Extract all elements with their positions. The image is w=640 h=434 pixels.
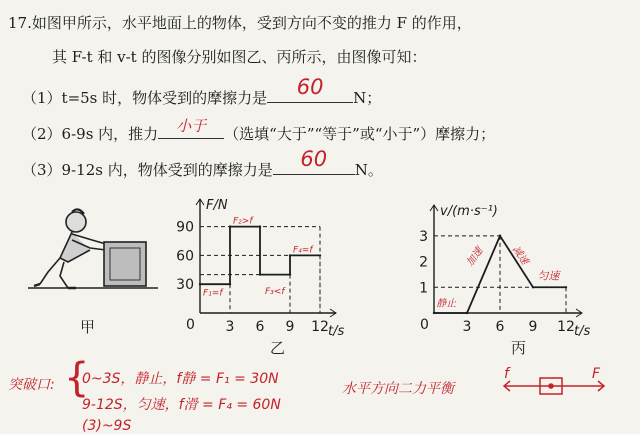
data-point bbox=[565, 286, 567, 288]
answer-blank-1 bbox=[267, 75, 353, 103]
handwritten-annotation: 减速 bbox=[509, 244, 531, 267]
figure-caption: 乙 bbox=[270, 339, 286, 355]
x-tick-label: 3 bbox=[225, 319, 235, 335]
item-1 bbox=[22, 75, 382, 108]
data-point bbox=[289, 273, 291, 275]
data-point bbox=[466, 312, 468, 314]
data-point bbox=[259, 225, 261, 227]
handwritten-answer: 小于 bbox=[176, 117, 207, 135]
question-intro-1: 如图甲所示，水平地面上的物体，受到方向不变的推力 F 的作用， bbox=[31, 14, 472, 32]
pushing-person-illustration bbox=[34, 209, 106, 288]
y-axis-label: v/(m·s⁻¹) bbox=[440, 204, 498, 219]
y-tick-label: 30 bbox=[176, 277, 194, 294]
x-tick-label: 9 bbox=[528, 319, 538, 335]
x-tick-label: 12 bbox=[557, 319, 575, 335]
force-diagram bbox=[496, 364, 616, 404]
question-number: 17. bbox=[8, 14, 32, 32]
notes-balance: 水平方向二力平衡 bbox=[342, 381, 454, 397]
force-F-label: F bbox=[592, 366, 601, 382]
figure-yi-ft-chart bbox=[170, 195, 360, 355]
force-point bbox=[549, 384, 553, 388]
data-point bbox=[289, 254, 291, 256]
handwritten-answer: 60 bbox=[296, 75, 324, 99]
y-tick-label: 2 bbox=[419, 254, 428, 271]
handwritten-annotation: 匀速 bbox=[537, 269, 560, 283]
data-point bbox=[229, 225, 231, 227]
origin-label: 0 bbox=[186, 317, 195, 333]
x-tick-label: 6 bbox=[495, 319, 505, 335]
figure-caption: 甲 bbox=[80, 318, 96, 336]
x-axis-label: t/s bbox=[574, 324, 591, 339]
handwritten-annotation: 静止 bbox=[436, 298, 457, 310]
figure-jia bbox=[20, 200, 170, 345]
data-point bbox=[229, 283, 231, 285]
x-axis-label: t/s bbox=[328, 324, 345, 339]
data-point bbox=[319, 254, 321, 256]
item-text-after: N。 bbox=[354, 161, 383, 179]
notes-label: 突破口: bbox=[8, 377, 55, 393]
x-tick-label: 6 bbox=[255, 319, 265, 335]
force-f-label: f bbox=[504, 366, 509, 382]
item-label: （2） bbox=[22, 125, 62, 143]
figure-bing-vt-chart bbox=[410, 195, 610, 355]
handwritten-annotation: F₄=f bbox=[293, 245, 313, 256]
figure-caption: 丙 bbox=[511, 339, 527, 355]
notes-line-3: (3)~9S bbox=[82, 418, 132, 434]
data-point bbox=[499, 235, 501, 237]
box-illustration bbox=[104, 242, 146, 286]
item-text: 6-9s 内，推力 bbox=[61, 125, 159, 143]
x-tick-label: 3 bbox=[462, 319, 472, 335]
notes-line-1: 0~3S，静止，f静 = F₁ = 30N bbox=[82, 371, 279, 387]
item-label: （3） bbox=[22, 161, 62, 179]
y-tick-label: 3 bbox=[419, 228, 428, 245]
answer-blank-3 bbox=[273, 147, 355, 175]
item-3 bbox=[22, 147, 383, 180]
y-tick-label: 90 bbox=[176, 219, 194, 236]
question-intro-2: 其 F-t 和 v-t 的图像分别如图乙、丙所示，由图像可知： bbox=[52, 48, 427, 66]
item-text-after: （选填“大于”“等于”或“小于”）摩擦力； bbox=[224, 125, 496, 143]
handwritten-annotation: F₃<f bbox=[265, 286, 285, 297]
item-2 bbox=[22, 117, 496, 144]
handwritten-annotation: 加速 bbox=[464, 245, 486, 269]
data-point bbox=[259, 273, 261, 275]
handwritten-annotation: F₂>f bbox=[233, 216, 253, 227]
origin-label: 0 bbox=[420, 317, 429, 333]
data-point bbox=[433, 312, 435, 314]
handwritten-answer: 60 bbox=[300, 147, 328, 171]
item-text: t=5s 时，物体受到的摩擦力是 bbox=[61, 89, 268, 107]
x-tick-label: 9 bbox=[285, 319, 295, 335]
answer-blank-2 bbox=[158, 117, 224, 139]
x-tick-label: 12 bbox=[311, 319, 329, 335]
y-tick-label: 60 bbox=[176, 248, 194, 265]
data-point bbox=[532, 286, 534, 288]
item-text-after: N； bbox=[353, 89, 382, 107]
item-text: 9-12s 内，物体受到的摩擦力是 bbox=[61, 161, 273, 179]
notes-line-2: 9-12S，匀速，f滑 = F₄ = 60N bbox=[82, 397, 281, 413]
data-point bbox=[199, 283, 201, 285]
question-line-1 bbox=[8, 12, 472, 33]
y-axis-label: F/N bbox=[206, 198, 228, 213]
handwritten-annotation: F₁=f bbox=[203, 288, 223, 299]
notes-brace: { bbox=[64, 355, 90, 401]
item-label: （1） bbox=[22, 89, 62, 107]
y-tick-label: 1 bbox=[419, 280, 428, 297]
